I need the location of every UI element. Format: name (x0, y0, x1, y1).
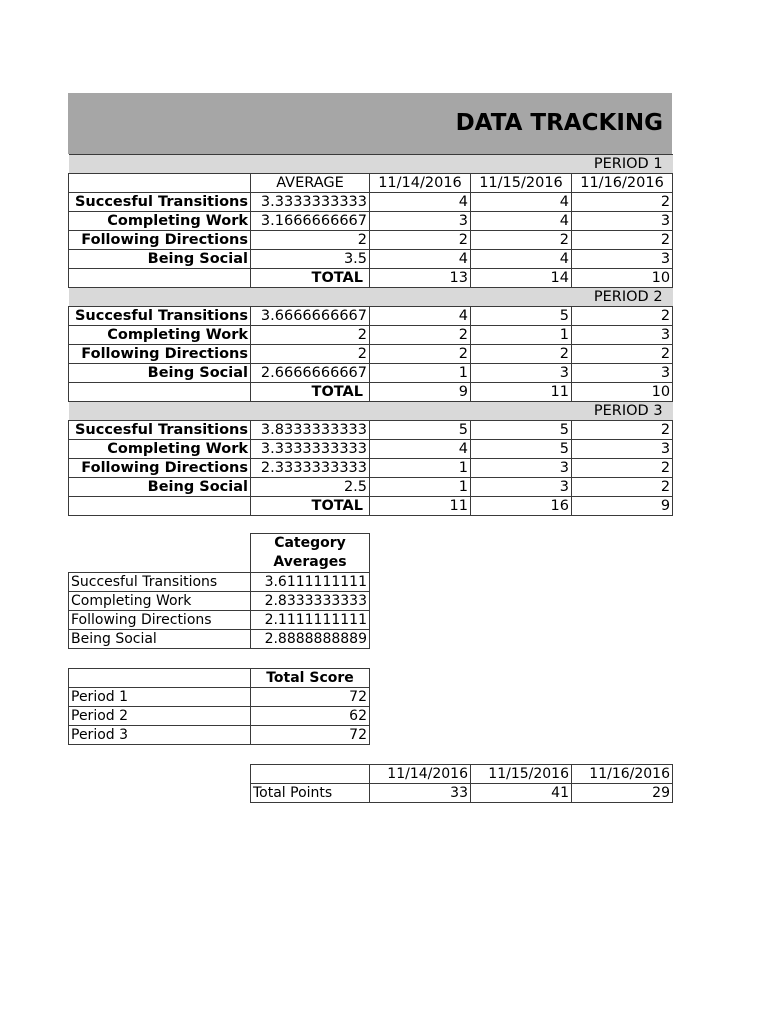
score-value: 2 (370, 345, 471, 364)
behavior-name: Completing Work (69, 326, 251, 345)
blank-cell (69, 174, 251, 193)
behavior-name: Following Directions (69, 345, 251, 364)
date-header: 11/15/2016 (471, 174, 572, 193)
behavior-name: Following Directions (69, 231, 251, 250)
category-name: Being Social (69, 630, 251, 649)
date-header: 11/16/2016 (572, 765, 673, 784)
category-value: 3.6111111111 (251, 573, 370, 592)
score-value: 3 (572, 364, 673, 383)
score-value: 5 (471, 440, 572, 459)
total-points-table (250, 764, 673, 803)
score-value: 2 (572, 421, 673, 440)
score-value: 5 (471, 307, 572, 326)
total-value: 14 (471, 269, 572, 288)
behavior-name: Being Social (69, 478, 251, 497)
average-value: 3.1666666667 (251, 212, 370, 231)
date-header: 11/14/2016 (370, 765, 471, 784)
table-row (69, 250, 673, 269)
period-label: PERIOD 1 (69, 155, 673, 174)
score-value: 2 (572, 478, 673, 497)
table-row (69, 573, 370, 592)
average-value: 2.6666666667 (251, 364, 370, 383)
header-line: Category (274, 535, 346, 551)
average-value: 3.3333333333 (251, 193, 370, 212)
behavior-name: Succesful Transitions (69, 193, 251, 212)
behavior-name: Succesful Transitions (69, 307, 251, 326)
score-value: 2 (572, 345, 673, 364)
average-value: 3.5 (251, 250, 370, 269)
score-value: 3 (471, 478, 572, 497)
table-row (69, 611, 370, 630)
total-value: 10 (572, 269, 673, 288)
blank-cell (69, 669, 251, 688)
blank-cell (251, 765, 370, 784)
score-value: 1 (471, 326, 572, 345)
table-row (69, 592, 370, 611)
average-value: 2.5 (251, 478, 370, 497)
score-value: 1 (370, 459, 471, 478)
total-row (69, 497, 673, 516)
period-name: Period 2 (69, 707, 251, 726)
table-row (69, 193, 673, 212)
score-value: 2 (572, 459, 673, 478)
period-score: 72 (251, 688, 370, 707)
date-header: 11/14/2016 (370, 174, 471, 193)
category-value: 2.1111111111 (251, 611, 370, 630)
score-value: 3 (572, 326, 673, 345)
date-header: 11/15/2016 (471, 765, 572, 784)
score-value: 4 (370, 250, 471, 269)
table-row (69, 478, 673, 497)
total-value: 11 (370, 497, 471, 516)
table-row (69, 364, 673, 383)
total-score-table (68, 668, 370, 745)
category-name: Completing Work (69, 592, 251, 611)
title-bar (68, 93, 672, 154)
period-name: Period 1 (69, 688, 251, 707)
total-points-label: Total Points (251, 784, 370, 803)
score-value: 3 (471, 364, 572, 383)
score-value: 2 (572, 193, 673, 212)
total-points-value: 33 (370, 784, 471, 803)
total-points-header-row (251, 765, 673, 784)
average-value: 3.3333333333 (251, 440, 370, 459)
total-label: TOTAL (251, 269, 370, 288)
score-value: 3 (572, 212, 673, 231)
period-label: PERIOD 3 (69, 402, 673, 421)
score-value: 2 (370, 326, 471, 345)
score-value: 3 (370, 212, 471, 231)
total-points-row (251, 784, 673, 803)
table-row (69, 726, 370, 745)
table-row (69, 326, 673, 345)
period-header-row (69, 288, 673, 307)
total-score-header-row (69, 669, 370, 688)
score-value: 1 (370, 364, 471, 383)
total-row (69, 383, 673, 402)
total-value: 9 (370, 383, 471, 402)
table-row (69, 421, 673, 440)
category-name: Following Directions (69, 611, 251, 630)
behavior-name: Completing Work (69, 212, 251, 231)
score-value: 2 (471, 345, 572, 364)
average-value: 2 (251, 231, 370, 250)
score-value: 2 (471, 231, 572, 250)
blank-cell (69, 534, 251, 573)
spreadsheet (68, 93, 672, 803)
score-value: 5 (370, 421, 471, 440)
average-value: 3.6666666667 (251, 307, 370, 326)
column-header-row (69, 174, 673, 193)
score-value: 3 (572, 250, 673, 269)
behavior-name: Being Social (69, 364, 251, 383)
category-averages-header (251, 534, 370, 573)
total-value: 10 (572, 383, 673, 402)
period-label: PERIOD 2 (69, 288, 673, 307)
period-score: 72 (251, 726, 370, 745)
total-value: 11 (471, 383, 572, 402)
total-label: TOTAL (251, 383, 370, 402)
score-value: 2 (370, 231, 471, 250)
score-value: 4 (471, 212, 572, 231)
category-averages-header-row (69, 534, 370, 573)
period-score: 62 (251, 707, 370, 726)
score-value: 4 (471, 250, 572, 269)
category-value: 2.8333333333 (251, 592, 370, 611)
period-header-row (69, 155, 673, 174)
score-value: 2 (572, 307, 673, 326)
category-averages-table (68, 533, 370, 649)
table-row (69, 307, 673, 326)
score-value: 3 (471, 459, 572, 478)
category-value: 2.8888888889 (251, 630, 370, 649)
score-value: 4 (471, 193, 572, 212)
average-value: 2 (251, 326, 370, 345)
table-row (69, 707, 370, 726)
average-value: 3.8333333333 (251, 421, 370, 440)
behavior-name: Following Directions (69, 459, 251, 478)
score-value: 5 (471, 421, 572, 440)
date-header: 11/16/2016 (572, 174, 673, 193)
average-header: AVERAGE (251, 174, 370, 193)
behavior-name: Completing Work (69, 440, 251, 459)
blank-cell (69, 497, 251, 516)
average-value: 2 (251, 345, 370, 364)
data-tracking-table (68, 154, 673, 516)
period-name: Period 3 (69, 726, 251, 745)
score-value: 1 (370, 478, 471, 497)
total-points-value: 41 (471, 784, 572, 803)
table-row (69, 212, 673, 231)
blank-cell (69, 383, 251, 402)
behavior-name: Being Social (69, 250, 251, 269)
total-points-value: 29 (572, 784, 673, 803)
total-score-header: Total Score (251, 669, 370, 688)
score-value: 4 (370, 193, 471, 212)
score-value: 4 (370, 440, 471, 459)
table-row (69, 345, 673, 364)
blank-cell (69, 269, 251, 288)
score-value: 3 (572, 440, 673, 459)
table-row (69, 231, 673, 250)
total-value: 16 (471, 497, 572, 516)
header-line: Averages (273, 554, 347, 570)
average-value: 2.3333333333 (251, 459, 370, 478)
total-value: 13 (370, 269, 471, 288)
table-row (69, 440, 673, 459)
table-row (69, 630, 370, 649)
total-label: TOTAL (251, 497, 370, 516)
period-header-row (69, 402, 673, 421)
total-row (69, 269, 673, 288)
page-title: DATA TRACKING (455, 110, 663, 136)
behavior-name: Succesful Transitions (69, 421, 251, 440)
table-row (69, 688, 370, 707)
category-name: Succesful Transitions (69, 573, 251, 592)
score-value: 4 (370, 307, 471, 326)
table-row (69, 459, 673, 478)
score-value: 2 (572, 231, 673, 250)
total-value: 9 (572, 497, 673, 516)
